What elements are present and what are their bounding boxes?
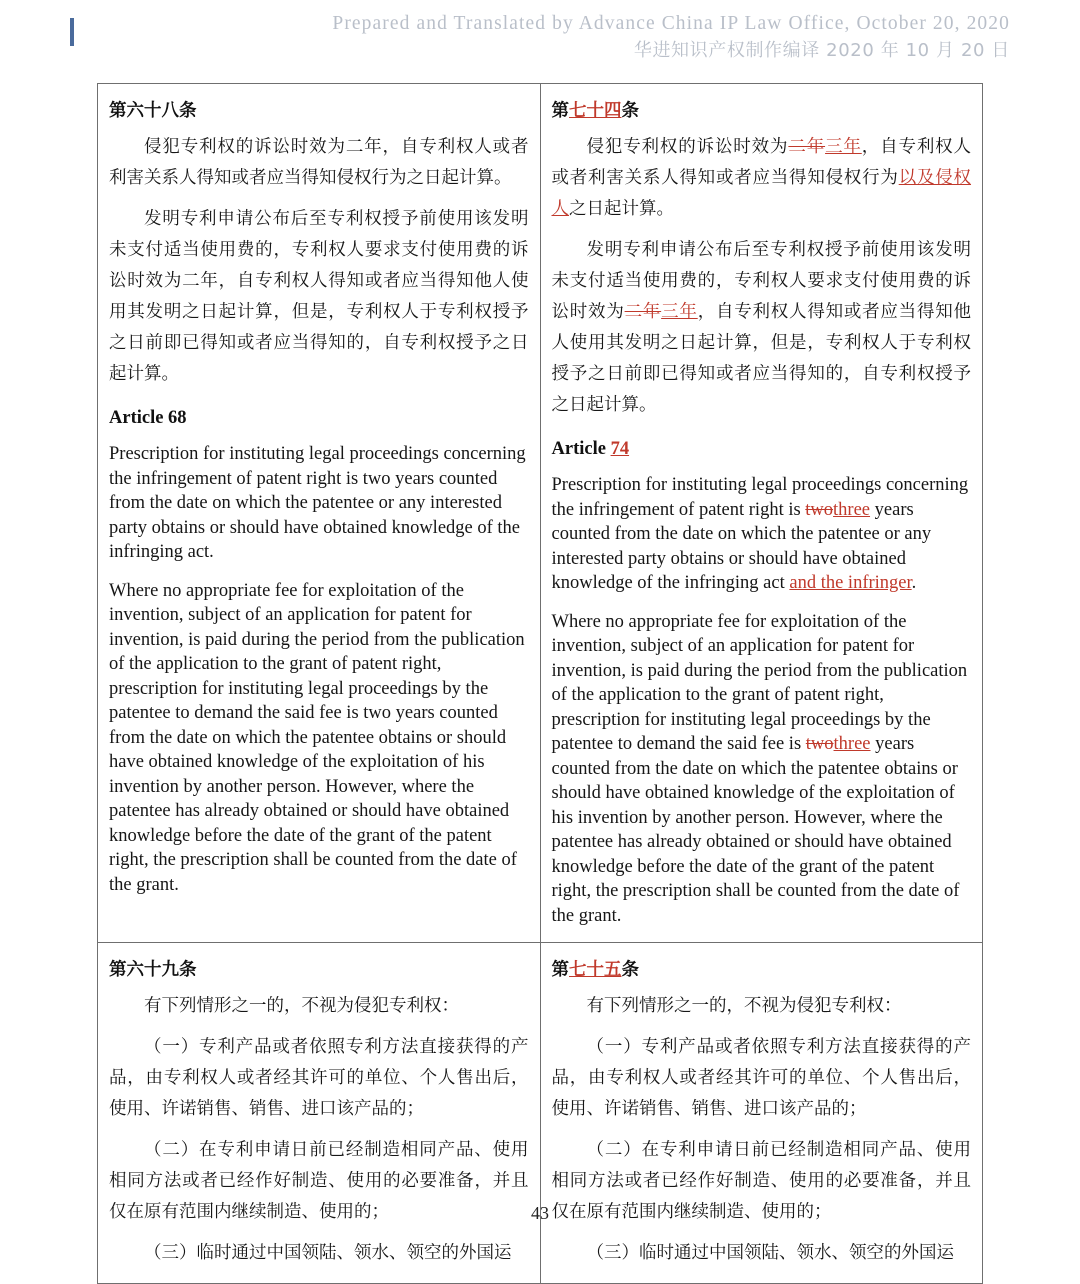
en-paragraph-revised <box>552 473 972 596</box>
cn-text-segment: ，自专利权人或者利害关系人得知或者应当得知侵权行为 <box>551 137 972 188</box>
en-paragraph: Where no appropriate fee for exploitation of the invention, subject of an application for patent for invention, is paid during the period from the publication of the application to the grant of patent right, prescription for instituting legal proceedings by the patentee to demand the said fee is two years counted from the date on which the patentee obtains or should have obtained knowledge of the exploitation of his invention by another person. However, where the patentee has already obtained or should have obtained knowledge before the date of the grant of the patent right, the prescription shall be counted from the date of the grant. <box>109 580 525 895</box>
cn-heading-insertion: 七十四 <box>569 101 622 121</box>
page-number: 43 <box>531 1203 549 1223</box>
cn-heading-suffix: 条 <box>621 101 639 121</box>
cell-revised-article-75 <box>540 943 983 1284</box>
cn-list-item: （二）在专利申请日前已经制造相同产品、使用相同方法或者已经作好制造、使用的必要准备，并且仅在原有范围内继续制造、使用的； <box>109 1140 529 1222</box>
cn-deletion: 二年 <box>624 302 662 322</box>
cn-heading-original: 第六十八条 <box>109 101 197 121</box>
cn-heading-revised <box>552 955 972 985</box>
cn-deletion: 二年 <box>788 137 826 157</box>
cn-list-item: （一）专利产品或者依照专利方法直接获得的产品，由专利权人或者经其许可的单位、个人售出后，使用、许诺销售、销售、进口该产品的； <box>551 1037 971 1119</box>
en-heading-insertion: 74 <box>610 439 630 459</box>
cn-list-item: （一）专利产品或者依照专利方法直接获得的产品，由专利权人或者经其许可的单位、个人售出后，使用、许诺销售、销售、进口该产品的； <box>109 1037 529 1119</box>
cn-list-item: （二）在专利申请日前已经制造相同产品、使用相同方法或者已经作好制造、使用的必要准备，并且仅在原有范围内继续制造、使用的； <box>551 1140 971 1222</box>
cell-original-article-68 <box>98 84 541 943</box>
en-text-segment: years counted from the date on which the patentee obtains or should have obtained knowledge of the exploitation of his invention by another person. However, where the patentee has already obtained or should have obtained knowledge before the date of the grant of the patent right, the prescription shall be counted from the date of the grant. <box>551 734 960 926</box>
en-text-segment: Where no appropriate fee for exploitation of the invention, subject of an application for patent for invention, is paid during the period from the publication of the application to the grant of patent right, prescription for instituting legal proceedings by the patentee to demand the said fee is <box>551 611 968 754</box>
en-paragraph-revised <box>552 610 972 929</box>
cn-heading-revised <box>552 96 972 126</box>
en-deletion: two <box>805 499 834 520</box>
en-text-segment: . <box>911 573 917 593</box>
cn-text-segment: 之日起计算。 <box>569 199 674 219</box>
cn-list-item: （三）临时通过中国领陆、领水、领空的外国运 <box>586 1243 954 1263</box>
table-row <box>98 84 983 943</box>
header-line-english: Prepared and Translated by Advance China IP Law Office, October 20, 2020 <box>332 13 1010 34</box>
en-insertion: three <box>833 734 871 754</box>
cn-heading-original: 第六十九条 <box>109 960 197 980</box>
cn-heading-insertion: 七十五 <box>569 960 622 980</box>
cell-revised-article-74 <box>540 84 983 943</box>
cell-original-article-69 <box>98 943 541 1284</box>
page-header <box>0 10 1080 68</box>
cn-text-segment: 侵犯专利权的诉讼时效为 <box>586 137 789 157</box>
cn-paragraph-revised <box>552 132 972 225</box>
header-text-block <box>0 10 1010 64</box>
cn-heading-suffix: 条 <box>621 960 639 980</box>
cn-text-segment: ，自专利权人得知或者应当得知他人使用其发明之日起计算，但是，专利权人于专利权授予之日前即已得知或者应当得知的，自专利权授予之日起计算。 <box>551 302 972 415</box>
cn-lead-paragraph: 有下列情形之一的，不视为侵犯专利权： <box>144 996 459 1016</box>
en-text-segment: Prescription for instituting legal proceedings concerning the infringement of patent right is <box>551 475 969 520</box>
cn-heading-prefix: 第 <box>551 960 569 980</box>
en-heading-original: Article 68 <box>109 408 187 428</box>
en-insertion: and the infringer <box>789 573 912 593</box>
table-row <box>98 943 983 1284</box>
cn-insertion: 三年 <box>825 137 862 157</box>
cn-paragraph-revised <box>552 235 972 421</box>
en-heading-prefix: Article <box>551 439 611 459</box>
cn-paragraph: 发明专利申请公布后至专利权授予前使用该发明未支付适当使用费的，专利权人要求支付使用费的诉讼时效为二年，自专利权人得知或者应当得知他人使用其发明之日起计算，但是，专利权人于专利权授予之日前即已得知或者应当得知的，自专利权授予之日起计算。 <box>109 209 529 384</box>
cn-lead-paragraph: 有下列情形之一的，不视为侵犯专利权： <box>586 996 902 1016</box>
en-insertion: three <box>833 499 871 520</box>
cn-text-segment: 发明专利申请公布后至专利权授予前使用该发明未支付适当使用费的，专利权人要求支付使用费的诉讼时效为 <box>551 240 971 322</box>
en-heading-revised <box>552 435 972 463</box>
en-paragraph: Prescription for instituting legal proceedings concerning the infringement of patent right is two years counted from the date on which the patentee or any interested party obtains or should have obtained knowledge of the infringing act. <box>109 444 526 562</box>
cn-paragraph: 侵犯专利权的诉讼时效为二年，自专利权人或者利害关系人得知或者应当得知侵权行为之日起计算。 <box>109 137 529 188</box>
cn-insertion: 三年 <box>661 302 698 322</box>
cn-list-item: （三）临时通过中国领陆、领水、领空的外国运 <box>144 1243 512 1263</box>
cn-insertion: 以及侵权人 <box>551 168 972 219</box>
cn-heading-prefix: 第 <box>551 101 569 121</box>
en-text-segment: years counted from the date on which the patentee or any interested party obtains or should have obtained knowledge of the infringing act <box>551 499 932 593</box>
en-deletion: two <box>805 734 834 754</box>
comparison-table <box>97 83 983 1284</box>
header-line-chinese: 华进知识产权制作编译 2020 年 10 月 20 日 <box>633 40 1010 61</box>
